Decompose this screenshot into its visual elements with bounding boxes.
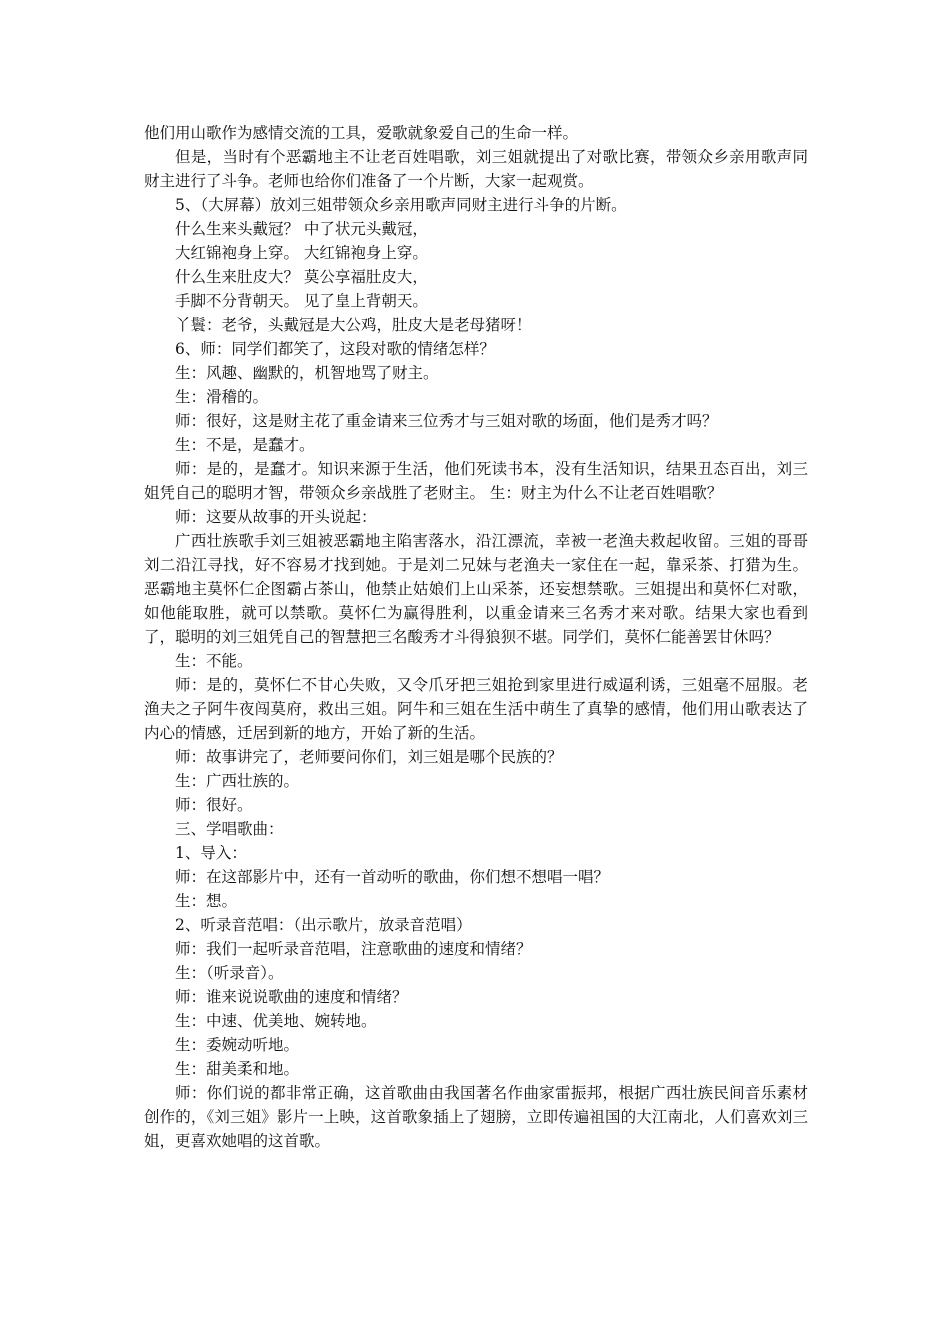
song-line: 手脚不分背朝天。 见了皇上背朝天。 xyxy=(175,292,428,310)
paragraph: 师：是的，莫怀仁不甘心失败，又令爪牙把三姐抢到家里进行威逼利诱，三姐毫不屈服。老渔夫之子阿牛夜闯莫府，救出三姐。阿牛和三姐在生活中萌生了真挚的感情，他们用山歌表达了内心的情感，迁居到新的地方，开始了新的生活。 xyxy=(144,676,808,742)
paragraph: 生：滑稽的。 xyxy=(175,388,269,406)
paragraph: 师：故事讲完了，老师要问你们，刘三姐是哪个民族的？ xyxy=(175,748,563,766)
paragraph: 生：不是，是蠢才。 xyxy=(175,436,315,454)
paragraph: 师：很好，这是财主花了重金请来三位秀才与三姐对歌的场面，他们是秀才吗？ xyxy=(175,412,718,430)
paragraph: 师：是的，是蠢才。知识来源于生活，他们死读书本，没有生活知识，结果丑态百出，刘三姐凭自己的聪明才智，带领众乡亲战胜了老财主。 生：财主为什么不让老百姓唱歌？ xyxy=(144,460,808,502)
paragraph: 1、导入： xyxy=(175,844,247,862)
document-page xyxy=(144,121,808,1153)
paragraph: 生：风趣、幽默的，机智地骂了财主。 xyxy=(175,364,439,382)
paragraph: 师：这要从故事的开头说起： xyxy=(175,508,377,526)
paragraph: 丫鬟：老爷，头戴冠是大公鸡，肚皮大是老母猪呀！ xyxy=(175,316,532,334)
paragraph: 6、师：同学们都笑了，这段对歌的情绪怎样？ xyxy=(175,340,495,358)
paragraph: 师：在这部影片中，还有一首动听的歌曲，你们想不想唱一唱？ xyxy=(175,868,610,886)
paragraph: 生：甜美柔和地。 xyxy=(175,1060,300,1078)
paragraph: 生：想。 xyxy=(175,892,238,910)
section-heading: 三、学唱歌曲： xyxy=(175,820,284,838)
song-line: 什么生来肚皮大？ 莫公享福肚皮大， xyxy=(175,268,428,286)
paragraph: 5、（大屏幕）放刘三姐带领众乡亲用歌声同财主进行斗争的片断。 xyxy=(175,196,627,214)
paragraph: 广西壮族歌手刘三姐被恶霸地主陷害落水，沿江漂流，幸被一老渔夫救起收留。三姐的哥哥刘二沿江寻找，好不容易才找到她。于是刘二兄妹与老渔夫一家住在一起，靠采茶、打猎为生。恶霸地主莫怀仁企图霸占茶山，他禁止姑娘们上山采茶，还妄想禁歌。三姐提出和莫怀仁对歌，如他能取胜，就可以禁歌。莫怀仁为赢得胜利，以重金请来三名秀才来对歌。结果大家也看到了，聪明的刘三姐凭自己的智慧把三名酸秀才斗得狼狈不堪。同学们，莫怀仁能善罢甘休吗？ xyxy=(144,532,808,646)
paragraph: 他们用山歌作为感情交流的工具，爱歌就象爱自己的生命一样。 xyxy=(144,124,579,142)
paragraph: 师：很好。 xyxy=(175,796,253,814)
paragraph: 师：你们说的都非常正确，这首歌曲由我国著名作曲家雷振邦，根据广西壮族民间音乐素材创作的，《刘三姐》影片一上映，这首歌象插上了翅膀，立即传遍祖国的大江南北，人们喜欢刘三姐，更喜欢她唱的这首歌。 xyxy=(144,1084,808,1150)
paragraph: 2、听录音范唱：（出示歌片，放录音范唱） xyxy=(175,916,472,934)
paragraph: 师：谁来说说歌曲的速度和情绪？ xyxy=(175,988,408,1006)
paragraph: 但是，当时有个恶霸地主不让老百姓唱歌，刘三姐就提出了对歌比赛，带领众乡亲用歌声同财主进行了斗争。老师也给你们准备了一个片断，大家一起观赏。 xyxy=(144,148,808,190)
song-line: 大红锦袍身上穿。 大红锦袍身上穿。 xyxy=(175,244,428,262)
paragraph: 师：我们一起听录音范唱，注意歌曲的速度和情绪？ xyxy=(175,940,532,958)
song-line: 什么生来头戴冠？ 中了状元头戴冠， xyxy=(175,220,428,238)
paragraph: 生：广西壮族的。 xyxy=(175,772,300,790)
paragraph: 生：中速、优美地、婉转地。 xyxy=(175,1012,377,1030)
paragraph: 生：不能。 xyxy=(175,652,253,670)
paragraph: 生：（听录音）。 xyxy=(175,964,284,982)
paragraph: 生：委婉动听地。 xyxy=(175,1036,300,1054)
